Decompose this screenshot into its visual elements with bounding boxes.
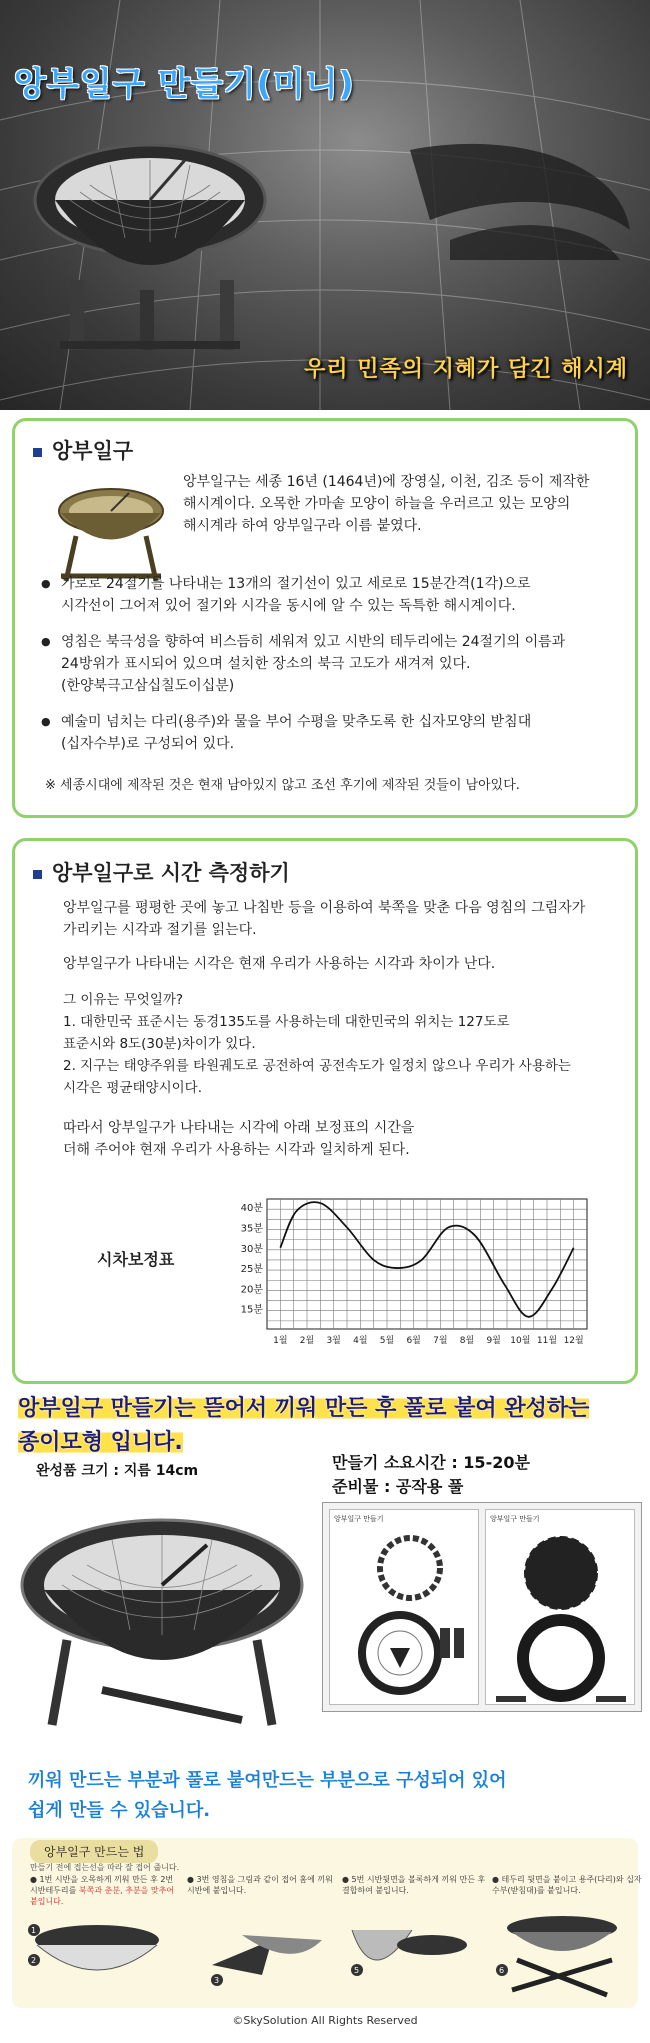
- chart-x-tick-label: 2월: [299, 1336, 315, 1346]
- section-about: [12, 418, 638, 818]
- chart-x-tick-label: 5월: [379, 1336, 395, 1346]
- section-about-title: 앙부일구: [33, 435, 133, 465]
- chart-x-tick-label: 11월: [536, 1336, 558, 1346]
- step-2: ● 3번 영침을 그림과 같이 접어 홈에 끼워 시반에 붙입니다.: [187, 1875, 333, 1895]
- chart-x-tick-label: 3월: [326, 1336, 341, 1346]
- step-3: ● 5번 시반뒷면을 볼록하게 끼워 만든 후 결합하여 붙입니다.: [342, 1875, 486, 1895]
- measure-paragraph-2: 앙부일구가 나타내는 시각은 현재 우리가 사용하는 시각과 차이가 난다.: [63, 956, 496, 972]
- bullet-item: ● 영침은 북극성을 향하여 비스듬히 세워져 있고 시반의 테두리에는 24절기의 이름과 24방위가 표시되어 있으며 설치한 장소의 북극 고도가 새겨져 있다. (한양북극고삼십칠도이십분): [41, 631, 611, 697]
- steps-illustrations: [12, 1900, 638, 2010]
- chart-y-tick-label: 30분: [240, 1243, 263, 1255]
- step-1: ● 1번 시반을 오목하게 끼워 만든 후 2번 시반테두리를 북쪽과 춘분, 추분을 맞추어 붙입니다.: [30, 1875, 175, 1906]
- chart-y-tick-label: 25분: [240, 1264, 263, 1276]
- chart-x-tick-label: 7월: [433, 1336, 448, 1346]
- sheet-page-left: 앙부일구 만들기: [329, 1509, 479, 1705]
- bullet-item: ● 가로로 24절기를 나타내는 13개의 절기선이 있고 세로로 15분간격(1각)으로 시각선이 그어져 있어 절기와 시각을 동시에 알 수 있는 독특한 해시계이다.: [41, 573, 611, 617]
- chart-x-tick-label: 1월: [273, 1336, 288, 1346]
- svg-text:2: 2: [31, 1956, 37, 1965]
- chart-x-tick-label: 9월: [486, 1336, 501, 1346]
- chart-x-tick-label: 12월: [563, 1336, 584, 1346]
- chart-x-tick-label: 4월: [353, 1336, 368, 1346]
- materials: 준비물 : 공작용 풀: [332, 1477, 464, 1496]
- section-about-note: ※ 세종시대에 제작된 것은 현재 남아있지 않고 조선 후기에 제작된 것들이 남아있다.: [45, 778, 520, 793]
- svg-text:6: 6: [499, 1966, 505, 1975]
- chart-y-tick-label: 20분: [240, 1284, 263, 1296]
- chart-y-tick-label: 40분: [240, 1203, 263, 1215]
- section-measure: [12, 838, 638, 1384]
- bullet-item: ● 예술미 넘치는 다리(용주)와 물을 부어 수평을 맞추도록 한 십자모양의 받침대 (십자수부)로 구성되어 있다.: [41, 711, 611, 755]
- chart-x-tick-label: 10월: [510, 1336, 531, 1346]
- steps-title: 앙부일구 만드는 법: [30, 1840, 158, 1863]
- svg-text:1: 1: [31, 1926, 37, 1935]
- hero-banner: [0, 0, 650, 410]
- gnomon-shadow-decoration: [390, 130, 650, 270]
- promo-text: 앙부일구 만들기는 뜯어서 끼워 만든 후 풀로 붙여 완성하는 종이모형 입니다.: [18, 1396, 590, 1455]
- paper-model-sheets: [322, 1502, 642, 1712]
- step-4: ● 테두리 뒷면을 붙이고 용주(다리)와 십자수부(받침대)를 붙입니다.: [492, 1875, 642, 1895]
- chart-x-tick-label: 8월: [459, 1336, 475, 1346]
- section-measure-title: 앙부일구로 시간 측정하기: [33, 857, 290, 887]
- sheet-right-parts: [486, 1528, 634, 1708]
- svg-text:5: 5: [354, 1966, 360, 1975]
- chart-y-tick-label: 15분: [240, 1304, 263, 1316]
- sheet-page-right: 앙부일구 만들기: [485, 1509, 635, 1705]
- measure-paragraph-4: 따라서 앙부일구가 나타내는 시각에 아래 보정표의 시간을 더해 주어야 현재 우리가 사용하는 시각과 일치하게 된다.: [63, 1120, 415, 1158]
- correction-chart: [225, 1181, 605, 1366]
- instruction-steps: [12, 1838, 642, 2008]
- making-time: 만들기 소요시간 : 15-20분: [332, 1453, 530, 1472]
- steps-subtitle: 만들기 전에 접는선을 따라 잘 접어 줍니다.: [30, 1863, 180, 1872]
- measure-paragraph-1: 앙부일구를 평평한 곳에 놓고 나침반 등을 이용하여 북쪽을 맞춘 다음 영침의 그림자가 가리키는 시각과 절기를 읽는다.: [63, 900, 586, 938]
- hero-subtitle: 우리 민족의 지혜가 담긴 해시계: [304, 357, 628, 382]
- sundial-image: [30, 130, 270, 360]
- copyright-footer: ©SkySolution All Rights Reserved: [232, 2014, 418, 2027]
- chart-label: 시차보정표: [97, 1250, 175, 1269]
- chart-x-tick-label: 6월: [406, 1336, 421, 1346]
- finished-size: 완성품 크기 : 지름 14cm: [36, 1463, 199, 1479]
- finished-model-image: [12, 1490, 312, 1740]
- chart-y-tick-label: 35분: [240, 1223, 263, 1235]
- section-about-intro: 앙부일구는 세종 16년 (1464년)에 장영실, 이천, 김조 등이 제작한 해시계이다. 오목한 가마솥 모양이 하늘을 우러르고 있는 모양의 해시계라 하여 앙부일구라 이름 붙였다.: [183, 474, 590, 534]
- measure-paragraph-3: 그 이유는 무엇일까? 1. 대한민국 표준시는 동경135도를 사용하는데 대한민국의 위치는 127도로 표준시와 8도(30분)차이가 있다. 2. 지구는 태양주위를 타원궤도로 공전하여 공전속도가 일정치 않으나 우리가 사용하는 시각은 평균태양시이다.: [63, 992, 571, 1096]
- sheet-left-parts: [330, 1528, 478, 1708]
- easy-build-text: 끼워 만드는 부분과 풀로 붙여만드는 부분으로 구성되어 있어 쉽게 만들 수 있습니다.: [28, 1770, 507, 1821]
- svg-text:3: 3: [214, 1976, 220, 1985]
- hero-title: 앙부일구 만들기(미니): [14, 64, 355, 103]
